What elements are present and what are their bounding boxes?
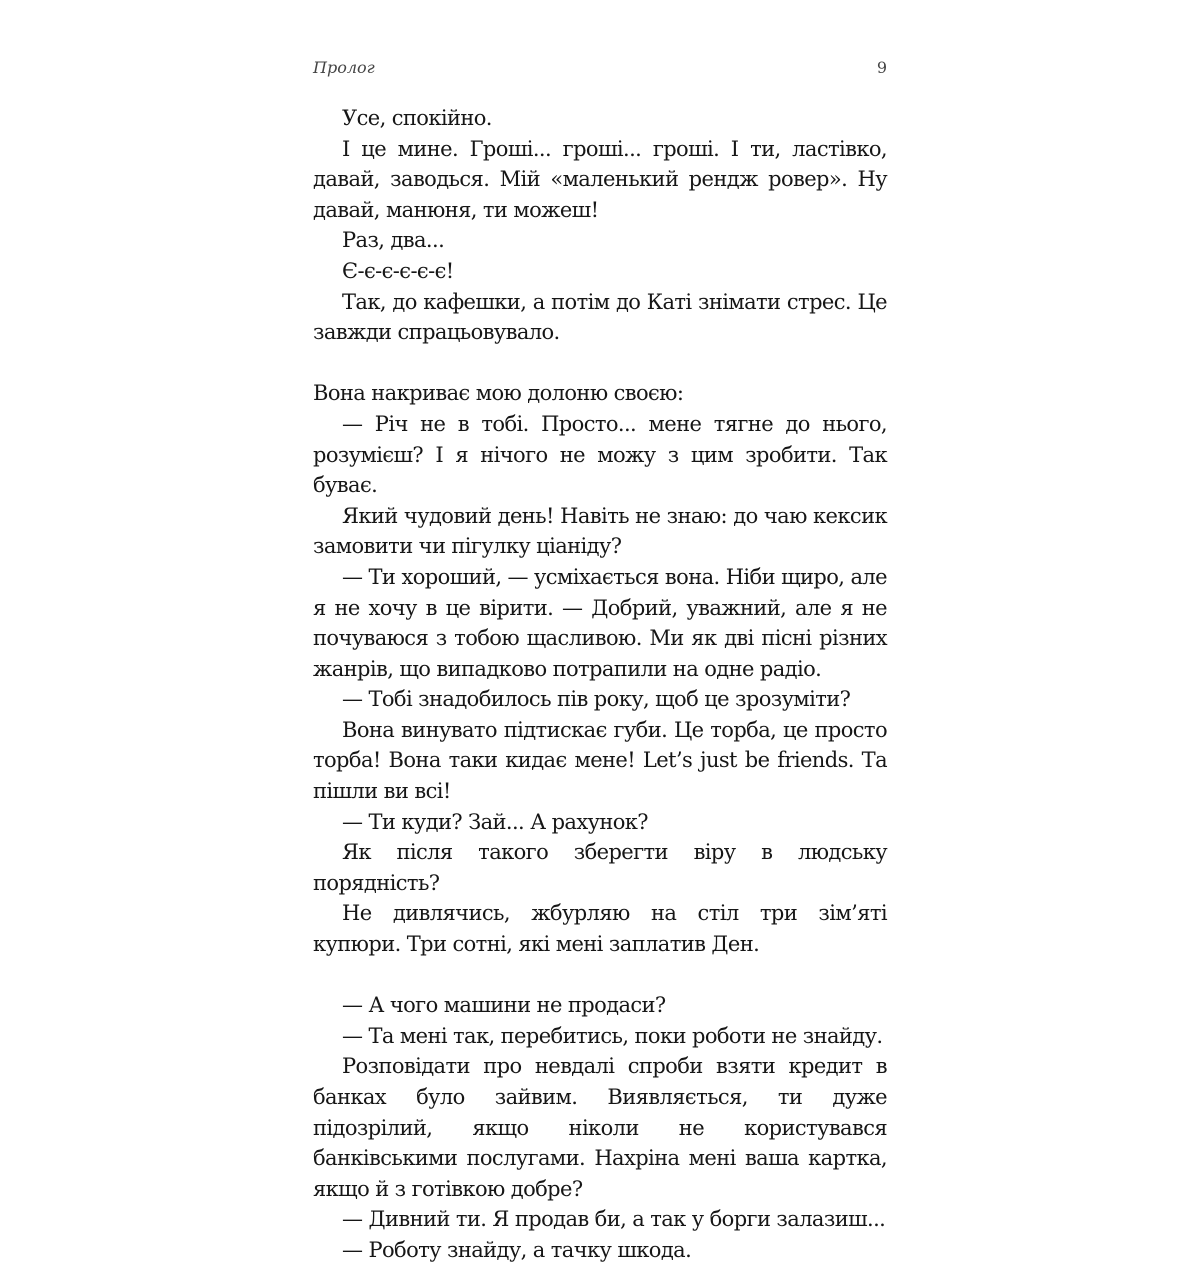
dialogue-line: — А чого машини не продаси? [342,993,666,1018]
dialogue-line: — Тобі знадобилось пів року, щоб це зрозуміти? [342,687,851,712]
paragraph: Усе, спокійно. [342,106,492,130]
paragraph: Розповідати про невдалі спроби взяти кредит в банках було зайвим. Виявляється, ти дуже підозрілий, якщо ніколи не користувався банківськими послугами. Нахріна мені ваша картка, якщо й з готівкою добре? [313,1054,887,1201]
running-title: Пролог [313,58,375,77]
paragraph: Не дивлячись, жбурляю на стіл три зім’яті купюри. Три сотні, які мені заплатив Ден. [313,901,887,957]
section-break [313,960,887,991]
section-break [313,348,887,379]
dialogue-line: — Ти куди? Зай... А рахунок? [342,809,648,834]
dialogue-line: — Та мені так, перебитись, поки роботи не знайду. [342,1023,883,1048]
dialogue-line: — Роботу знайду, а тачку шкода. [342,1237,692,1262]
paragraph: Раз, два... [342,228,445,253]
dialogue-line: — Річ не в тобі. Просто... мене тягне до нього, розумієш? І я нічого не можу з цим зробити. Так буває. [313,411,887,498]
paragraph: Так, до кафешки, а потім до Каті знімати стрес. Це завжди спрацьовувало. [313,289,887,345]
running-header [313,58,887,88]
paragraph: Є-є-є-є-є-є! [342,258,454,283]
page-number: 9 [876,58,887,77]
dialogue-line: — Ти хороший, — усміхається вона. Ніби щиро, але я не хочу в це вірити. — Добрий, уважний, але я не почуваюся з тобою щасливою. Ми як дві пісні різних жанрів, що випадково потрапили на одне радіо. [313,564,887,681]
body-text [313,103,887,1266]
paragraph: Який чудовий день! Навіть не знаю: до чаю кексик замовити чи пігулку ціаніду? [313,503,887,559]
paragraph: Вона винувато підтискає губи. Це торба, це просто торба! Вона таки кидає мене! Let’s just be friends. Та пішли ви всі! [313,717,887,804]
dialogue-line: — Дивний ти. Я продав би, а так у борги залазиш... [342,1207,886,1232]
paragraph: Як після такого зберегти віру в людську порядність? [313,840,887,895]
paragraph: Вона накриває мою долоню своєю: [313,381,684,406]
paragraph: І це мине. Гроші... гроші... гроші. І ти, ластівко, давай, заводься. Мій «маленький рендж ровер». Ну давай, манюня, ти можеш! [313,136,887,222]
